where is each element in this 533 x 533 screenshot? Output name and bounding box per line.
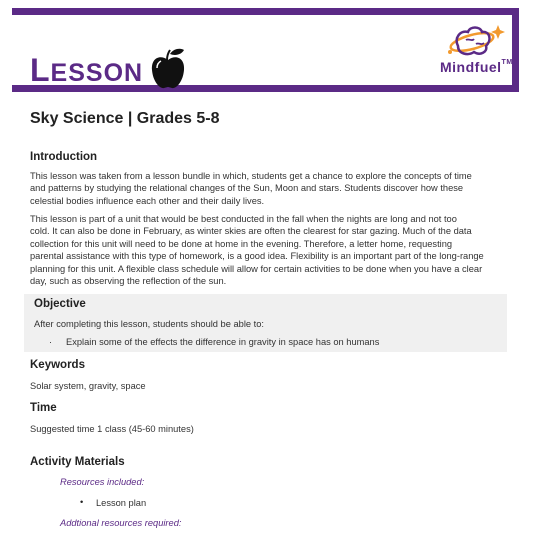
keywords-heading: Keywords xyxy=(30,359,85,371)
time-text: Suggested time 1 class (45-60 minutes) xyxy=(30,424,194,434)
introduction-paragraph-2: This lesson is part of a unit that would be best conducted in the fall when the nights are long and not too cold. It can also be done in February, as winter skies are often the clearest for star gazing. Much of the data collection for this unit will need to be done at home in the evening. Therefore, a letter home, requesting parental assistance with this type of homework, is a good idea. Flexibility is an important part of the long-range planning for this unit. A flexible class schedule will allow for certain activities to be done when you have a clear day, such as observing the reflection of the sun. xyxy=(30,214,484,287)
page-title: Sky Science | Grades 5-8 xyxy=(30,110,220,127)
brand-name: Mindfuel™ xyxy=(440,59,513,75)
objective-intro: After completing this lesson, students should be able to: xyxy=(34,319,264,329)
resource-item-lesson-plan: Lesson plan xyxy=(96,498,147,508)
lesson-title: LESSON xyxy=(30,52,144,88)
bullet-icon: · xyxy=(49,337,53,347)
bullet-icon: • xyxy=(80,497,84,507)
introduction-paragraph-1: This lesson was taken from a lesson bundle in which, students get a chance to explore the concepts of time and patterns by studying the relational changes of the Sun, Moon and stars. Students discover how these celestial bodies influence each other and their daily lives. xyxy=(30,171,472,206)
objective-heading: Objective xyxy=(34,298,86,310)
objective-item: Explain some of the effects the difference in gravity in space has on humans xyxy=(66,337,380,347)
keywords-text: Solar system, gravity, space xyxy=(30,381,146,391)
resources-included-label: Resources included: xyxy=(60,477,145,487)
activity-materials-heading: Activity Materials xyxy=(30,456,125,468)
apple-icon xyxy=(150,46,186,90)
introduction-heading: Introduction xyxy=(30,151,98,163)
objective-box xyxy=(24,294,507,352)
additional-resources-label: Addtional resources required: xyxy=(60,518,182,528)
time-heading: Time xyxy=(30,402,57,414)
